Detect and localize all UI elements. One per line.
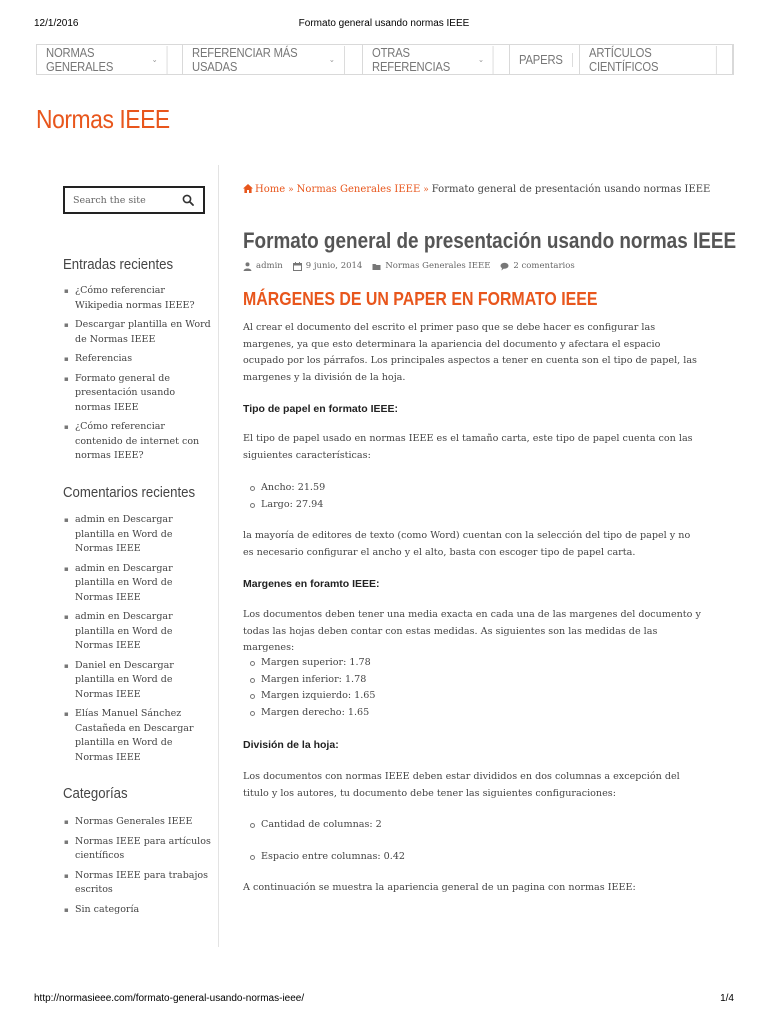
post-meta — [243, 261, 585, 271]
nav-item-papers[interactable]: PAPERS — [510, 45, 581, 74]
recent-comment-link[interactable]: ▪ admin en Descargar plantilla en Word de Normas IEEE — [63, 610, 211, 654]
main-nav — [36, 44, 734, 75]
chevron-down-icon: ⌄ — [478, 55, 485, 64]
breadcrumb-current: Formato general de presentación usando normas IEEE — [431, 184, 711, 195]
post-comments[interactable]: 2 comentarios — [513, 261, 575, 271]
recent-post-link[interactable]: ▪ ¿Cómo referenciar Wikipedia normas IEEE? — [63, 284, 211, 313]
paper-type-note: la mayoría de editores de texto (como Word) cuentan con la selección del tipo de papel y no es necesario configurar el ancho y el alto, basta con escoger tipo de papel carta. — [243, 530, 691, 558]
category-link[interactable]: ▪ Sin categoría — [63, 903, 211, 918]
calendar-icon — [293, 262, 302, 271]
recent-comment-link[interactable]: ▪ Daniel en Descargar plantilla en Word de Normas IEEE — [63, 659, 211, 703]
nav-item-referenciar[interactable]: REFERENCIAR MÁS USADAS ⌄ — [183, 45, 364, 74]
division-list-1 — [250, 817, 382, 834]
recent-posts-list — [63, 284, 211, 464]
chevron-down-icon: ⌄ — [328, 55, 335, 64]
category-link[interactable]: ▪ Normas Generales IEEE — [63, 815, 211, 830]
recent-post-link[interactable]: ▪ Descargar plantilla en Word de Normas IEEE — [63, 318, 211, 347]
comments-icon — [500, 262, 509, 271]
list-item: Margen inferior: 1.78 — [250, 672, 376, 689]
recent-comment-link[interactable]: ▪ admin en Descargar plantilla en Word de Normas IEEE — [63, 513, 211, 557]
print-date: 12/1/2016 — [34, 18, 79, 29]
margins-list — [250, 655, 376, 721]
margins-heading: Margenes en foramto IEEE: — [243, 578, 380, 590]
folder-icon — [372, 262, 381, 271]
paper-type-heading: Tipo de papel en formato IEEE: — [243, 403, 398, 415]
list-item: Largo: 27.94 — [250, 497, 325, 514]
recent-comment-link[interactable]: ▪ Elías Manuel Sánchez Castañeda en Descargar plantilla en Word de Normas IEEE — [63, 707, 211, 765]
post-title: Formato general de presentación usando normas IEEE — [243, 228, 737, 253]
breadcrumb-home[interactable]: Home — [255, 184, 286, 195]
search-icon[interactable] — [182, 194, 194, 206]
search-input[interactable] — [65, 189, 175, 213]
nav-item-otras-referencias[interactable]: OTRAS REFERENCIAS ⌄ — [363, 45, 509, 74]
breadcrumb — [243, 184, 710, 195]
breadcrumb-separator-icon: » — [423, 185, 429, 195]
recent-post-link[interactable]: ▪ Referencias — [63, 352, 211, 367]
sidebar-divider — [218, 165, 219, 947]
list-item: Margen superior: 1.78 — [250, 655, 376, 672]
user-icon — [243, 262, 252, 271]
categories-list — [63, 815, 211, 917]
margins-paragraph: Los documentos deben tener una media exacta en cada una de las margenes del documento y todas las hojas deben contar con estas medidas. As siguientes son las medidas de las margenes: — [243, 609, 701, 653]
division-paragraph: Los documentos con normas IEEE deben estar divididos en dos columnas a excepción del titulo y los autores, tu documento debe tener las siguientes configuraciones: — [243, 771, 680, 799]
paper-type-paragraph: El tipo de papel usado en normas IEEE es el tamaño carta, este tipo de papel cuenta con las siguientes características: — [243, 433, 693, 461]
print-page-number: 1/4 — [720, 993, 734, 1004]
print-header — [34, 18, 734, 32]
post-date: 9 junio, 2014 — [305, 261, 363, 271]
category-link[interactable]: ▪ Normas IEEE para artículos científicos — [63, 835, 211, 864]
recent-comment-link[interactable]: ▪ admin en Descargar plantilla en Word de Normas IEEE — [63, 562, 211, 606]
recent-comments-list — [63, 513, 211, 765]
closing-paragraph: A continuación se muestra la apariencia general de un pagina con normas IEEE: — [243, 882, 636, 893]
nav-item-normas-generales[interactable]: NORMAS GENERALES ⌄ — [37, 45, 183, 74]
recent-post-link[interactable]: ▪ ¿Cómo referenciar contenido de internet con normas IEEE? — [63, 420, 211, 464]
print-url: http://normasieee.com/formato-general-usando-normas-ieee/ — [34, 993, 305, 1004]
print-doc-title: Formato general usando normas IEEE — [298, 18, 470, 29]
recent-comments-title: Comentarios recientes — [63, 484, 196, 501]
post-category[interactable]: Normas Generales IEEE — [385, 261, 491, 271]
list-item: Espacio entre columnas: 0.42 — [250, 849, 405, 866]
breadcrumb-separator-icon: » — [288, 185, 294, 195]
list-item: Margen izquierdo: 1.65 — [250, 688, 376, 705]
chevron-down-icon: ⌄ — [151, 55, 158, 64]
section-heading: MÁRGENES DE UN PAPER EN FORMATO IEEE — [243, 288, 598, 309]
search-box — [63, 186, 205, 214]
recent-posts-title: Entradas recientes — [63, 256, 174, 273]
category-link[interactable]: ▪ Normas IEEE para trabajos escritos — [63, 869, 211, 898]
home-icon — [243, 184, 253, 193]
breadcrumb-category[interactable]: Normas Generales IEEE — [296, 184, 421, 195]
categories-title: Categorías — [63, 785, 128, 802]
nav-item-articulos[interactable]: ARTÍCULOS CIENTÍFICOS — [580, 45, 733, 74]
division-list-2 — [250, 849, 405, 866]
recent-post-link[interactable]: ▪ Formato general de presentación usando normas IEEE — [63, 372, 211, 416]
print-footer — [34, 993, 734, 1007]
site-title[interactable]: Normas IEEE — [36, 104, 170, 134]
division-heading: División de la hoja: — [243, 739, 339, 751]
intro-paragraph: Al crear el documento del escrito el primer paso que se debe hacer es configurar las margenes, ya que esto determinara la apariencia del documento y afectara el espacio ocupado por los párrafos. Los principales aspectos a tener en cuenta son el tipo de papel, las margenes y la división de la hoja. — [243, 322, 697, 383]
post-author[interactable]: admin — [256, 261, 283, 271]
list-item: Cantidad de columnas: 2 — [250, 817, 382, 834]
list-item: Ancho: 21.59 — [250, 480, 325, 497]
paper-type-list — [250, 480, 325, 513]
list-item: Margen derecho: 1.65 — [250, 705, 376, 722]
